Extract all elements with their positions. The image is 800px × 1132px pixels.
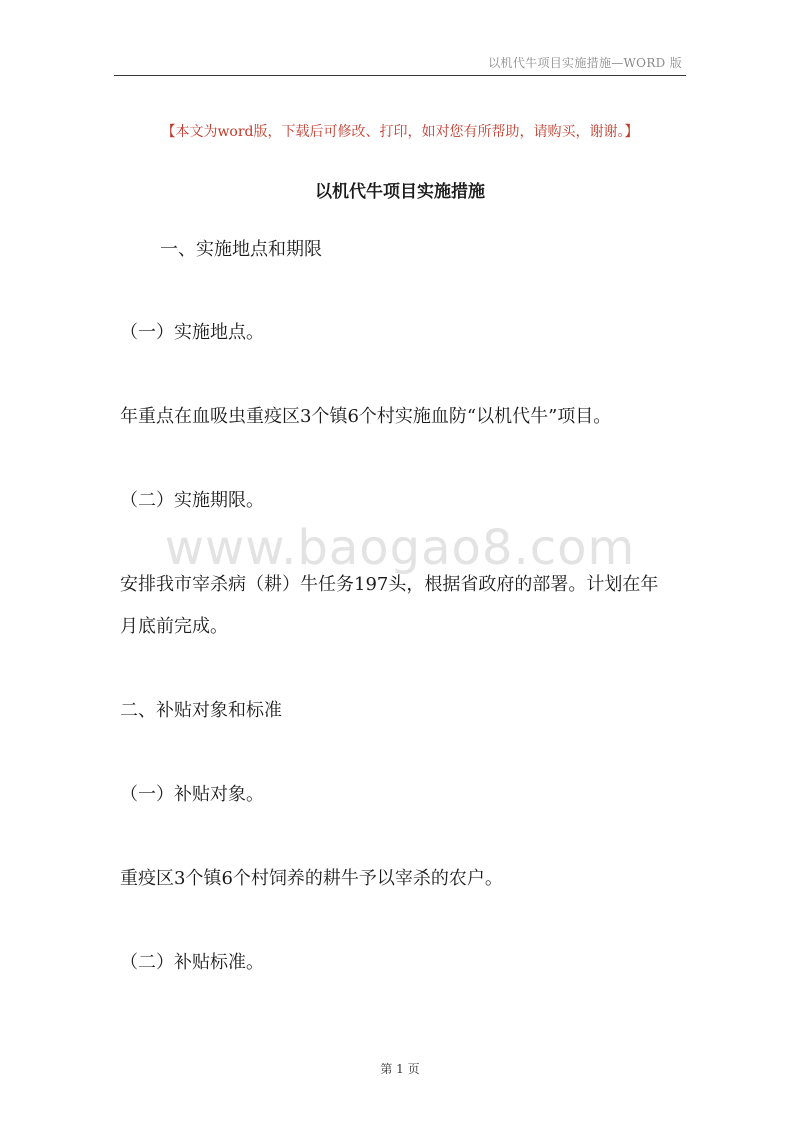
paragraph-period-line-2: 月底前完成。 [120,616,228,637]
section-heading-2: 二、补贴对象和标准 [120,700,282,721]
subsection-heading-1-2: （二）实施期限。 [120,490,264,511]
subsection-heading-2-2: （二）补贴标准。 [120,952,264,973]
paragraph-location: 年重点在血吸虫重疫区3个镇6个村实施血防“以机代牛”项目。 [120,406,612,427]
paragraph-subsidy-target: 重疫区3个镇6个村饲养的耕牛予以宰杀的农户。 [120,868,503,889]
subsection-heading-1-1: （一）实施地点。 [120,322,264,343]
subsection-heading-2-1: （一）补贴对象。 [120,784,264,805]
running-header: 以机代牛项目实施措施—WORD 版 [488,56,682,70]
watermark: www.baogao8.com [164,520,636,576]
header-divider [114,75,686,76]
document-title: 以机代牛项目实施措施 [315,182,485,202]
paragraph-period-line-1: 安排我市宰杀病（耕）牛任务197头，根据省政府的部署。计划在年 [120,574,659,595]
purchase-notice: 【本文为word版，下载后可修改、打印，如对您有所帮助，请购买，谢谢。】 [161,124,639,140]
section-heading-1: 一、实施地点和期限 [160,239,322,260]
page-number: 第 1 页 [380,1062,420,1076]
